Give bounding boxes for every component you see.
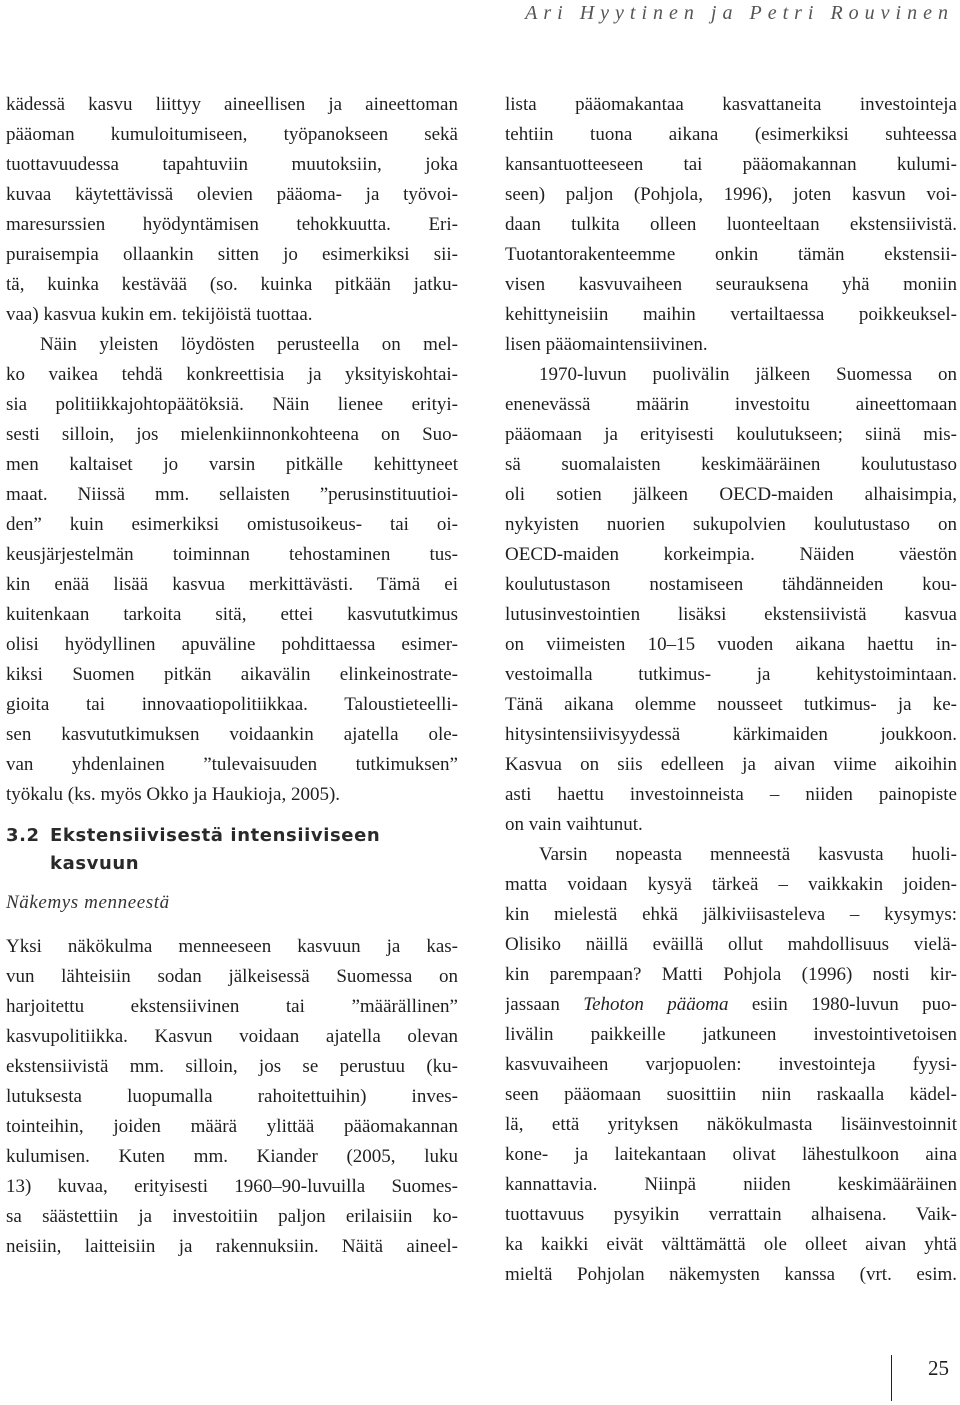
text-line: maresurssien hyödyntämisen tehokkuutta. Eri- [6, 214, 458, 235]
left-column [6, 90, 458, 1262]
text-line: kone- ja laitekantaan olivat lähestulkoon aina [505, 1144, 957, 1165]
text-line: keusjärjestelmän toiminnan tehostaminen tus- [6, 544, 458, 565]
section-title-continued: kasvuun [50, 853, 140, 874]
text-line: vun lähteisiin sodan jälkeisessä Suomessa on [6, 966, 458, 987]
text-line: harjoitettu ekstensiivinen tai ”määrällinen” [6, 996, 458, 1017]
text-line: 1970-luvun puolivälin jälkeen Suomessa on [539, 364, 957, 385]
text-line: neisiin, laitteisiin ja rakennuksiin. Näitä aineel- [6, 1236, 458, 1257]
text-line: matta voidaan kysyä tärkeä – vaikkakin joiden- [505, 874, 957, 895]
text-line: lutusinvestointien lisäksi ekstensiivistä kasvua [505, 604, 957, 625]
text-line: vestoimalla tutkimus- ja kehitystoimintaan. [505, 664, 957, 685]
text-line: koulutustason nostamiseen tähdänneiden kou- [505, 574, 957, 595]
text-line: sä suomalaisten keskimääräinen koulutustaso [505, 454, 957, 475]
text-line: kansantuotteeseen tai pääomakannan kulumi- [505, 154, 957, 175]
text-line: on viimeisten 10–15 vuoden aikana haettu in- [505, 634, 957, 655]
paragraph [505, 90, 957, 360]
text-line: kin mielestä ehkä jälkiviisasteleva – kysymys: [505, 904, 957, 925]
text-line: kasvupolitiikka. Kasvun voidaan ajatella olevan [6, 1026, 458, 1047]
text-line: seen pääomaan suosittiin niin raskaalla kädel- [505, 1084, 957, 1105]
text-line: puraisempia ollaankin sitten jo esimerkiksi sii- [6, 244, 458, 265]
section-heading [6, 822, 458, 878]
text-line: Varsin nopeasta menneestä kasvusta huoli- [539, 844, 957, 865]
text-line: ekstensiivistä mm. silloin, jos se perustuu (ku- [6, 1056, 458, 1077]
text-line: sen kasvututkimuksen voidaankin ajatella ole- [6, 724, 458, 745]
text-line: seen) paljon (Pohjola, 1996), joten kasvun voi- [505, 184, 957, 205]
text-line: kädessä kasvu liittyy aineellisen ja aineettoman [6, 94, 458, 115]
text-line: Tuotantorakenteemme onkin tämän ekstensii- [505, 244, 957, 265]
section-heading-line [6, 822, 458, 850]
text-line: vaa) kasvua kukin em. tekijöistä tuottaa. [6, 304, 313, 325]
subheading: Näkemys menneestä [6, 892, 170, 913]
text-line: daan tulkita olleen luonteeltaan ekstensiivistä. [505, 214, 957, 235]
text-line: lisen pääomaintensiivinen. [505, 334, 708, 355]
text-line: olisi hyödyllinen apuväline pohdittaessa esimer- [6, 634, 458, 655]
text-line: tointeihin, joiden määrä ylittää pääomakannan [6, 1116, 458, 1137]
text-line: pääoman kumuloitumiseen, työpanokseen sekä [6, 124, 458, 145]
text-run: jassaan [505, 994, 584, 1015]
text-line: lä, että yrityksen näkökulmasta lisäinvestoinnit [505, 1114, 957, 1135]
text-line: kuitenkaan tarkoita sitä, ettei kasvututkimus [6, 604, 458, 625]
text-line: hitysintensiivisyydessä kärkimaiden joukkoon. [505, 724, 957, 745]
text-line: kasvuvaiheen varjopuolen: investointeja fyysi- [505, 1054, 957, 1075]
text-line: nykyisten nuorien sukupolvien koulutustaso on [505, 514, 957, 535]
text-line: sa säästettiin ja investoitiin paljon erilaisiin ko- [6, 1206, 458, 1227]
text-line: van yhdenlainen ”tulevaisuuden tutkimuksen” [6, 754, 458, 775]
text-line: pääomaan ja erityisesti koulutukseen; siinä mis- [505, 424, 957, 445]
text-run: esiin 1980-luvun puo- [728, 994, 957, 1015]
text-line: kulumisen. Kuten mm. Kiander (2005, luku [6, 1146, 458, 1167]
text-line: ka kaikki eivät välttämättä ole olleet aivan yhtä [505, 1234, 957, 1255]
page-number-rule [891, 1355, 892, 1401]
text-line: kuvaa käytettävissä olevien pääoma- ja työvoi- [6, 184, 458, 205]
text-line: gioita tai innovaatiopolitiikkaa. Taloustieteelli- [6, 694, 458, 715]
section-number: 3.2 [6, 825, 40, 846]
text-line: tehtiin tuona aikana (esimerkiksi suhteessa [505, 124, 957, 145]
text-line: Näin yleisten löydösten perusteella on mel- [40, 334, 458, 355]
text-line: oli sotien jälkeen OECD-maiden alhaisimpia, [505, 484, 957, 505]
text-line: kin parempaan? Matti Pohjola (1996) nosti kir- [505, 964, 957, 985]
text-line: enenevässä määrin investoitu aineettomaan [505, 394, 957, 415]
paragraph [505, 840, 957, 1290]
page-number: 25 [928, 1356, 949, 1380]
text-line: livälin paikkeille jatkuneen investointivetoisen [505, 1024, 957, 1045]
text-line: OECD-maiden korkeimpia. Näiden väestön [505, 544, 957, 565]
text-line: kannattavia. Niinpä niiden keskimääräinen [505, 1174, 957, 1195]
paragraph [6, 932, 458, 1262]
text-line: lutuksesta luopumalla rahoitettuihin) inves- [6, 1086, 458, 1107]
text-line [505, 990, 957, 1020]
text-line: Tänä aikana olemme nousseet tutkimus- ja ke- [505, 694, 957, 715]
text-line: tä, kuinka kestävää (so. kuinka pitkään jatku- [6, 274, 458, 295]
text-line: kehittyneisiin maihin vertailtaessa poikkeuksel- [505, 304, 957, 325]
text-line: den” kuin esimerkiksi omistusoikeus- tai oi- [6, 514, 458, 535]
text-line: on vain vaihtunut. [505, 814, 643, 835]
text-line: Kasvua on siis edelleen ja aivan viime aikoihin [505, 754, 957, 775]
text-line: asti haettu investoinneista – niiden painopiste [505, 784, 957, 805]
right-column [505, 90, 957, 1290]
text-line: men kaltaiset jo varsin pitkälle kehittyneet [6, 454, 458, 475]
paragraph [505, 360, 957, 840]
paragraph [6, 90, 458, 330]
text-line: työkalu (ks. myös Okko ja Haukioja, 2005). [6, 784, 341, 805]
text-line: visen kasvuvaiheen seurauksena yhä moniin [505, 274, 957, 295]
text-line: tuottavuudessa tapahtuviin muutoksiin, joka [6, 154, 458, 175]
running-header: Ari Hyytinen ja Petri Rouvinen [525, 2, 954, 24]
text-line: Yksi näkökulma menneeseen kasvuun ja kas- [6, 936, 458, 957]
text-line: tuottavuus pysyikin verrattain alhaisena. Vaik- [505, 1204, 957, 1225]
text-line: kiksi Suomen pitkän aikavälin elinkeinostrate- [6, 664, 458, 685]
book-title: Tehoton pääoma [583, 994, 729, 1015]
text-line: maat. Niissä mm. sellaisten ”perusinstituutioi- [6, 484, 458, 505]
text-line: 13) kuvaa, erityisesti 1960–90-luvuilla Suomes- [6, 1176, 458, 1197]
text-line: Olisiko näillä eväillä ollut mahdollisuus vielä- [505, 934, 957, 955]
text-line: sesti silloin, jos mielenkiinnonkohteena on Suo- [6, 424, 458, 445]
text-line: kin enää lisää kasvua merkittävästi. Tämä ei [6, 574, 458, 595]
section-title: Ekstensiivisestä intensiiviseen [50, 825, 381, 846]
text-line: lista pääomakantaa kasvattaneita investointeja [505, 94, 957, 115]
text-line: sia politiikkajohtopäätöksiä. Näin lienee erityi- [6, 394, 458, 415]
text-line: mieltä Pohjolan näkemysten kanssa (vrt. esim. [505, 1264, 957, 1285]
paragraph [6, 330, 458, 810]
text-line: ko vaikea tehdä konkreettisia ja yksityiskohtai- [6, 364, 458, 385]
